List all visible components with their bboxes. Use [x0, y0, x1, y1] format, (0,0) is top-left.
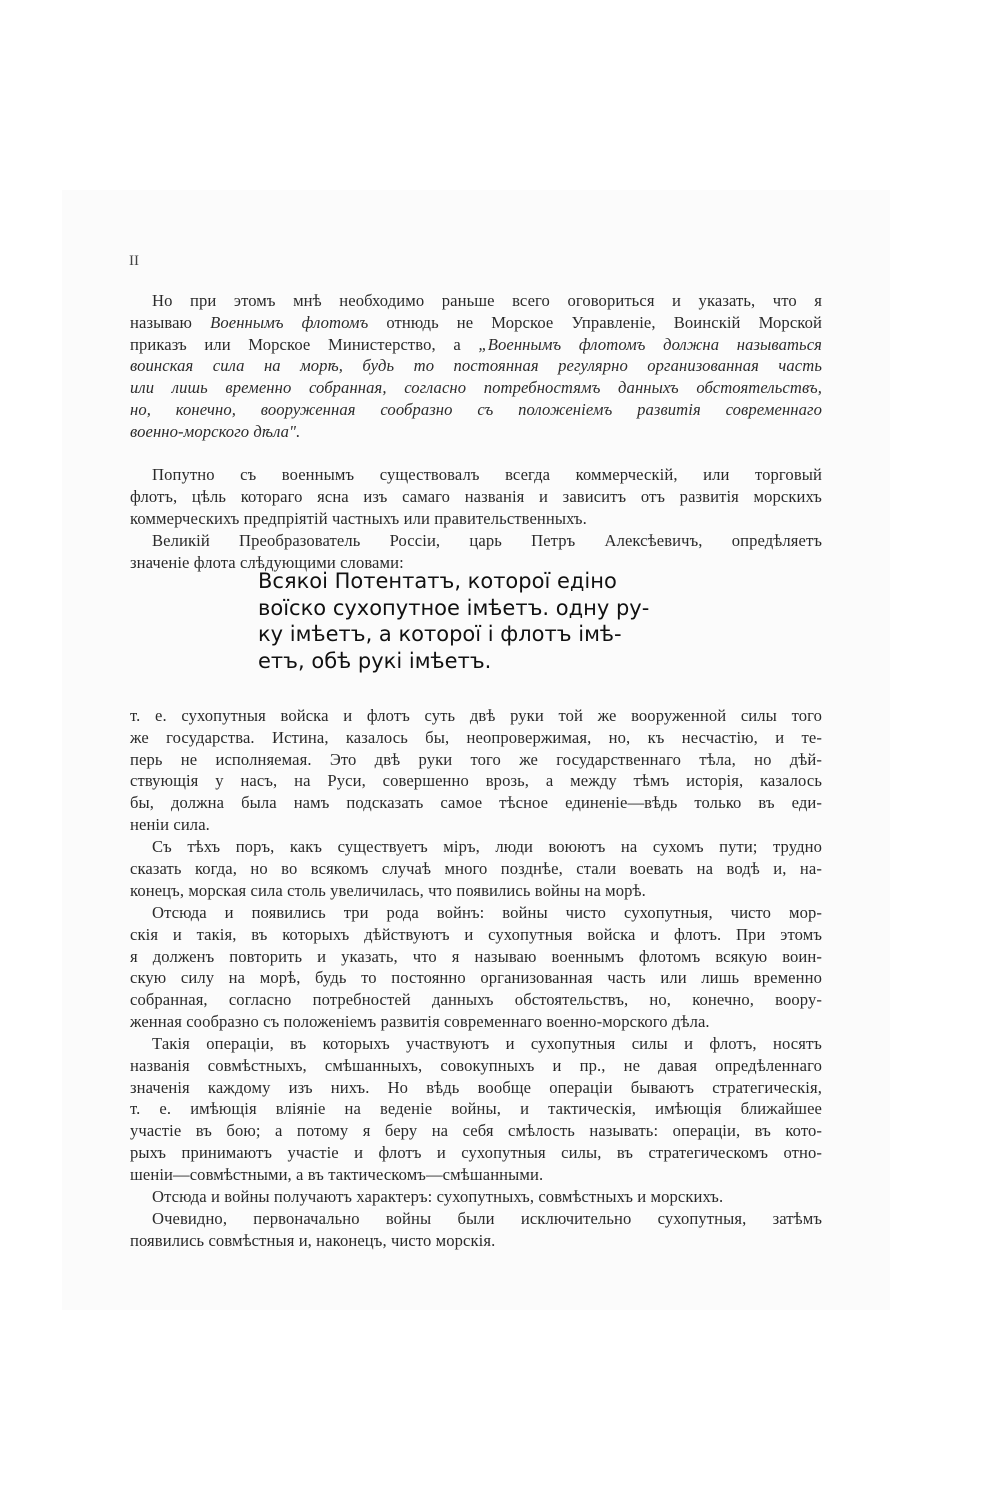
- text-line: [130, 1186, 822, 1208]
- text-line: [130, 1120, 822, 1142]
- text-line: [130, 1142, 822, 1164]
- text-segment: скую силу на морѣ, будь то постоянно организованная часть или лишь временно: [130, 968, 822, 988]
- text-line: [130, 858, 822, 880]
- text-segment: Отсюда и войны получаютъ характеръ: сухопутныхъ, совмѣстныхъ и морскихъ.: [152, 1187, 724, 1206]
- text-line: [130, 836, 822, 858]
- text-line: [130, 486, 822, 508]
- text-segment: отнюдь не Морское Управленіе, Воинскій Морской: [368, 312, 822, 332]
- paragraph: [130, 464, 822, 529]
- quote-line: етъ, обѣ рукі імѣетъ.: [258, 648, 492, 673]
- text-line: [130, 770, 822, 792]
- text-segment: флотъ, цѣль котораго ясна изъ самаго названія и зависитъ отъ развитія морскихъ: [130, 486, 822, 506]
- text-line: [130, 508, 822, 530]
- italic-text: Военнымъ флотомъ: [210, 312, 369, 332]
- text-line: [130, 312, 822, 334]
- text-line: [130, 989, 822, 1011]
- text-segment: участіе въ бою; а потому я беру на себя смѣлость называть: операціи, въ кото-: [130, 1121, 822, 1141]
- text-segment: названія совмѣстныхъ, смѣшанныхъ, совокупныхъ и пр., не давая опредѣленнаго: [130, 1055, 822, 1075]
- text-segment: приказъ или Морское Министерство, а: [130, 334, 479, 354]
- text-line: [130, 334, 822, 356]
- italic-text: военно-морского дѣла".: [130, 421, 301, 441]
- text-line: [130, 880, 822, 902]
- text-line: [130, 967, 822, 989]
- text-segment: т. е. сухопутныя войска и флотъ суть двѣ руки той же вооруженной силы того: [130, 706, 822, 725]
- text-line: [130, 290, 822, 312]
- text-segment: неніи сила.: [130, 814, 210, 834]
- text-segment: женная сообразно съ положеніемъ развитія современнаго военно-морского дѣла.: [130, 1011, 710, 1031]
- paragraph: [130, 1186, 822, 1208]
- quote-line: Всякоі Потентатъ, которої едіно: [258, 569, 617, 593]
- text-segment: ствующія у насъ, на Руси, совершенно врозь, а между тѣмъ исторія, казалось: [130, 771, 822, 791]
- paragraph: [130, 705, 822, 836]
- text-line: [130, 1033, 822, 1055]
- text-line: [130, 705, 822, 727]
- text-line: [130, 902, 822, 924]
- text-segment: конецъ, морская сила столь увеличилась, что появились войны на морѣ.: [130, 880, 646, 900]
- page-number: II: [129, 253, 139, 269]
- text-segment: появились совмѣстныя и, наконецъ, чисто морскія.: [130, 1230, 496, 1250]
- text-segment: скія и такія, въ которыхъ дѣйствуютъ и сухопутныя войска и флотъ. При этомъ: [130, 924, 822, 944]
- text-line: [130, 792, 822, 814]
- text-segment: Попутно съ военнымъ существовалъ всегда коммерческій, или торговый: [152, 465, 822, 484]
- text-segment: шеніи—совмѣстными, а въ тактическомъ—смѣшанными.: [130, 1164, 544, 1184]
- text-segment: рыхъ принимаютъ участіе и флотъ и сухопутныя силы, въ стратегическомъ отно-: [130, 1142, 822, 1162]
- text-segment: Но при этомъ мнѣ необходимо раньше всего оговориться и указать, что я: [152, 291, 822, 310]
- text-line: [130, 1230, 822, 1252]
- text-segment: Очевидно, первоначально войны были исключительно сухопутныя, затѣмъ: [152, 1209, 822, 1228]
- text-segment: Великій Преобразователь Россіи, царь Петръ Алексѣевичъ, опредѣляетъ: [152, 531, 822, 550]
- text-line: [130, 377, 822, 399]
- text-line: [130, 814, 822, 836]
- text-segment: перь не исполняемая. Это двѣ руки того же государственнаго тѣла, но дѣй-: [130, 749, 822, 769]
- paragraph: [130, 1033, 822, 1186]
- text-line: [130, 1011, 822, 1033]
- text-line: [130, 1164, 822, 1186]
- text-line: [130, 399, 822, 421]
- paragraph: [130, 1208, 822, 1252]
- text-line: [130, 749, 822, 771]
- text-line: [130, 464, 822, 486]
- paragraph: [130, 836, 822, 901]
- paragraph: [130, 290, 822, 443]
- text-line: [130, 1098, 822, 1120]
- quote-line: воїско сухопутное імѣетъ. одну ру-: [258, 595, 650, 620]
- text-segment: коммерческихъ предпріятій частныхъ или правительственныхъ.: [130, 508, 587, 528]
- quote-line: ку імѣетъ, а которої і флотъ імѣ-: [258, 622, 622, 646]
- italic-text: или лишь временно собранная, согласно потребностямъ данныхъ обстоятельствъ,: [130, 378, 822, 398]
- paragraph: [130, 902, 822, 1033]
- text-line: [130, 924, 822, 946]
- text-line: [130, 946, 822, 968]
- text-line: [130, 727, 822, 749]
- text-line: [130, 421, 822, 443]
- text-segment: называю: [130, 312, 211, 332]
- text-segment: значенія каждому изъ нихъ. Но вѣдь вообще операціи бываютъ стратегическія,: [130, 1077, 822, 1097]
- text-segment: т. е. имѣющія вліяніе на веденіе войны, и тактическія, имѣющія ближайшее: [130, 1099, 822, 1119]
- text-line: [130, 1055, 822, 1077]
- text-segment: значеніе флота слѣдующими словами:: [130, 552, 404, 572]
- italic-text: но, конечно, вооруженная сообразно съ положеніемъ развитія современнаго: [130, 399, 822, 419]
- text-segment: сказать когда, но во всякомъ случаѣ много позднѣе, стали воевать на водѣ и, на-: [130, 858, 822, 878]
- text-segment: Съ тѣхъ поръ, какъ существуетъ міръ, люди воюютъ на сухомъ пути; трудно: [152, 837, 822, 856]
- text-segment: Отсюда и появились три рода войнъ: войны чисто сухопутныя, чисто мор-: [152, 903, 822, 922]
- text-segment: же государства. Истина, казалось бы, неопровержимая, но, къ несчастію, и те-: [130, 727, 822, 747]
- text-segment: бы, должна была намъ подсказать самое тѣсное единеніе—вѣдь только въ еди-: [130, 793, 822, 813]
- text-segment: Такія операціи, въ которыхъ участвуютъ и сухопутныя силы и флотъ, носятъ: [152, 1034, 822, 1053]
- text-line: [130, 1208, 822, 1230]
- italic-text: воинская сила на морѣ, будь то постоянная регулярно организованная часть: [130, 356, 822, 376]
- italic-text: „Военнымъ флотомъ должна называться: [478, 334, 822, 354]
- text-segment: я долженъ повторить и указать, что я называю военнымъ флотомъ всякую воин-: [130, 946, 822, 966]
- text-line: [130, 1077, 822, 1099]
- text-line: [130, 530, 822, 552]
- text-segment: собранная, согласно потребностей данныхъ обстоятельствъ, но, конечно, воору-: [130, 990, 822, 1010]
- text-line: [130, 355, 822, 377]
- peter-quote: [258, 568, 678, 674]
